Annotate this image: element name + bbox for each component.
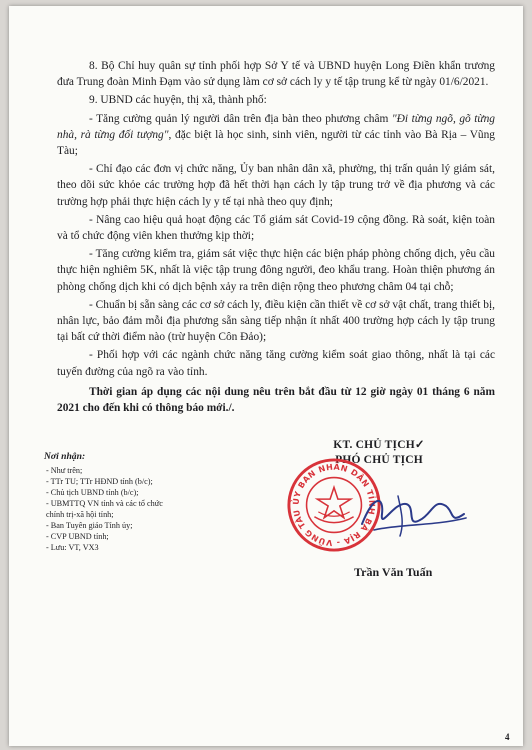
paragraph-8: 8. Bộ Chỉ huy quân sự tỉnh phối hợp Sở Y tế và UBND huyện Long Điền khẩn trương đưa Trung đoàn Minh Đạm vào sử dụng làm cơ sở cách ly y tế tập trung kể từ ngày 01/6/2021.	[57, 60, 495, 89]
motto-italic: "Đi từng ngõ, gõ từng nhà, rà từng đối tượng"	[57, 112, 495, 141]
recipient-item: - UBMTTQ VN tỉnh và các tổ chức	[46, 499, 163, 508]
recipient-item: - Chủ tịch UBND tỉnh (b/c);	[46, 488, 139, 497]
bullet-health-monitoring: - Chỉ đạo các đơn vị chức năng, Ủy ban nhân dân xã, phường, thị trấn quản lý giám sát, theo dõi sức khỏe các trường hợp đã hết thời hạn cách ly tập trung trở về địa phương và các trường hợp phải thực hiện cách ly y tế tại nhà theo quy định;	[57, 163, 495, 208]
signer-title-line1: KT. CHỦ TỊCH✓	[333, 439, 425, 451]
signer-title-line2: PHÓ CHỦ TỊCH	[335, 454, 423, 466]
handwritten-signature-icon	[354, 484, 474, 544]
bullet-traffic-control: - Phối hợp với các ngành chức năng tăng cường kiểm soát giao thông, nhất là tại các tuyến đường của ngõ ra vào tỉnh.	[57, 349, 495, 378]
time-notice: Thời gian áp dụng các nội dung nêu trên bắt đầu từ 12 giờ ngày 01 tháng 6 năm 2021 cho đến khi có thông báo mới./.	[57, 385, 495, 415]
recipient-item: - CVP UBND tỉnh;	[46, 532, 109, 541]
paragraph-9: 9. UBND các huyện, thị xã, thành phố:	[89, 94, 267, 107]
checkmark-icon: ✓	[414, 439, 425, 451]
bullet-inspection: - Tăng cường kiểm tra, giám sát việc thực hiện các biện pháp phòng chống dịch, yêu cầu thực hiện nghiêm 5K, nhất là việc tập trung đông người, đeo khẩu trang. Hoàn thiện phương án phòng chống dịch khi có dịch bệnh xảy ra trên diện rộng theo phương châm 04 tại chỗ;	[57, 248, 495, 293]
document-page	[9, 6, 523, 746]
bullet-covid-teams: - Nâng cao hiệu quả hoạt động các Tổ giám sát Covid-19 cộng đồng. Rà soát, kiện toàn và tổ chức động viên khen thưởng kịp thời;	[57, 213, 495, 243]
signer-name: Trần Văn Tuấn	[354, 565, 433, 579]
recipients-heading: Nơi nhận:	[44, 451, 86, 462]
page-number: 4	[505, 732, 510, 742]
recipient-item: chính trị-xã hội tỉnh;	[46, 510, 114, 519]
bullet-people-management: - Tăng cường quản lý người dân trên địa bàn theo phương châm "Đi từng ngõ, gõ từng nhà, rà từng đối tượng", đặc biệt là học sinh, sinh viên, người từ các tỉnh vào Bà Rịa – Vũng Tàu;	[57, 112, 496, 158]
recipient-item: - TTr TU; TTr HĐND tỉnh (b/c);	[46, 477, 153, 486]
svg-text:ỦY BAN NHÂN DÂN TỈNH BÀ RỊA -: ỦY BAN NHÂN DÂN TỈNH BÀ RỊA - VŨNG TÀU	[291, 462, 377, 548]
recipient-item: - Lưu: VT, VX3	[46, 543, 99, 552]
recipient-item: - Như trên;	[46, 466, 83, 475]
bullet-quarantine-prep: - Chuẩn bị sẵn sàng các cơ sở cách ly, điều kiện cần thiết về cơ sở vật chất, trang thiết bị, nhân lực, bảo đảm mỗi địa phương sẵn sàng tiếp nhận ít nhất 400 trường hợp cách ly tập trung tại bất cứ thời điểm nào (trừ huyện Côn Đảo);	[57, 298, 495, 344]
recipients-list	[44, 451, 194, 553]
document-body	[57, 58, 495, 418]
recipient-item: - Ban Tuyên giáo Tỉnh ủy;	[46, 521, 133, 530]
